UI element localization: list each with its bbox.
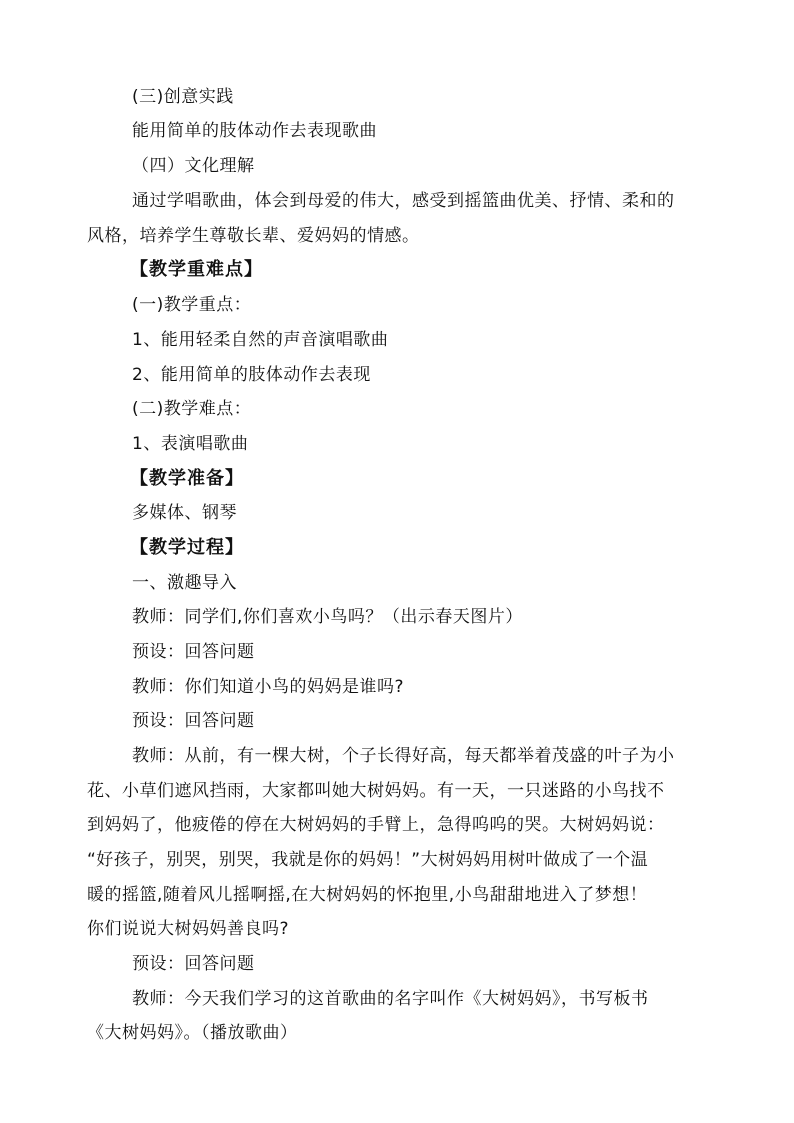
dialogue-line: 预设：回答问题	[132, 711, 255, 731]
paragraph-text: 能用简单的肢体动作去表现歌曲	[132, 121, 377, 141]
dialogue-line: 预设：回答问题	[132, 954, 255, 974]
dialogue-line: 《大树妈妈》。（播放歌曲）	[87, 1023, 298, 1043]
dialogue-line: 预设：回答问题	[132, 642, 255, 662]
heading-process: 【教学过程】	[130, 537, 244, 558]
dialogue-line: 教师：今天我们学习的这首歌曲的名字叫作《大树妈妈》，书写板书	[132, 989, 649, 1009]
story-paragraph: 你们说说大树妈妈善良吗?	[87, 919, 290, 939]
heading-preparation: 【教学准备】	[130, 468, 244, 489]
story-paragraph: 暖的摇篮,随着风儿摇啊摇,在大树妈妈的怀抱里,小鸟甜甜地进入了梦想！	[87, 885, 648, 905]
story-paragraph: 花、小草们遮风挡雨，大家都叫她大树妈妈。有一天，一只迷路的小鸟找不	[87, 781, 665, 801]
story-paragraph: 教师：从前，有一棵大树，个子长得好高，每天都举着茂盛的叶子为小	[132, 746, 675, 766]
story-paragraph: 到妈妈了，他疲倦的停在大树妈妈的手臂上，急得呜呜的哭。大树妈妈说：	[87, 815, 665, 835]
dialogue-line: 教师：你们知道小鸟的妈妈是谁吗?	[132, 677, 405, 697]
list-item: 1、表演唱歌曲	[132, 434, 249, 454]
paragraph-text: 风格，培养学生尊敬长辈、爱妈妈的情感。	[87, 226, 420, 246]
story-paragraph: “好孩子，别哭，别哭，我就是你的妈妈！”大树妈妈用树叶做成了一个温	[87, 850, 649, 870]
subheading-difficulty: (二)教学难点：	[132, 399, 252, 419]
section-introduction: 一、激趣导入	[132, 573, 237, 593]
paragraph-text: 通过学唱歌曲，体会到母爱的伟大，感受到摇篮曲优美、抒情、柔和的	[132, 191, 675, 211]
paragraph-text: 多媒体、钢琴	[132, 503, 237, 523]
section-cultural-understanding: （四）文化理解	[132, 156, 255, 176]
section-creative-practice: (三)创意实践	[132, 87, 234, 107]
list-item: 1、能用轻柔自然的声音演唱歌曲	[132, 330, 389, 350]
subheading-focus: (一)教学重点：	[132, 295, 252, 315]
dialogue-line: 教师：同学们,你们喜欢小鸟吗？（出示春天图片）	[132, 607, 523, 627]
heading-key-points: 【教学重难点】	[130, 259, 263, 280]
list-item: 2、能用简单的肢体动作去表现	[132, 365, 371, 385]
